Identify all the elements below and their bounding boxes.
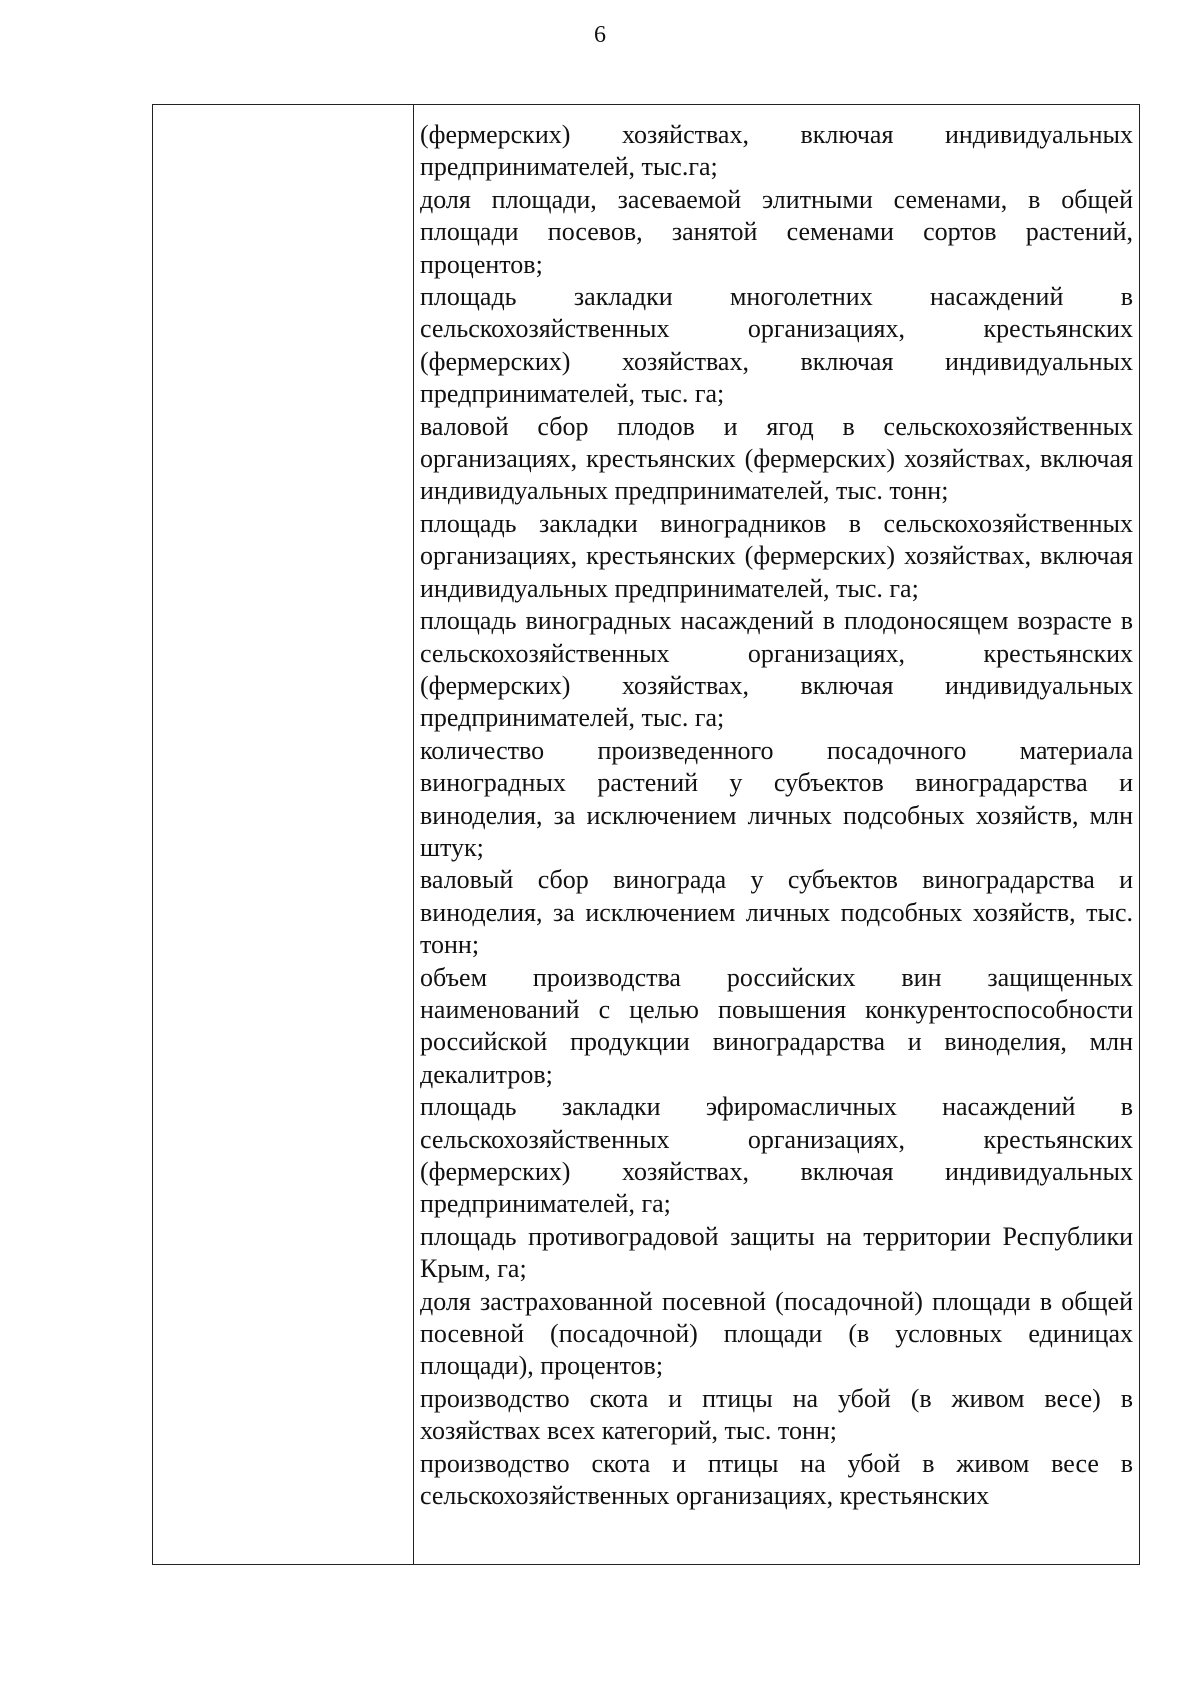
indicator-item: производство скота и птицы на убой (в живом весе) в хозяйствах всех категорий, тыс. тонн; [420, 1383, 1133, 1446]
indicator-item: площадь закладки эфиромасличных насаждений в сельскохозяйственных организациях, крестьянских (фермерских) хозяйствах, включая индивидуальных предпринимателей, га; [420, 1092, 1133, 1219]
indicator-item: валовой сбор плодов и ягод в сельскохозяйственных организациях, крестьянских (фермерских) хозяйствах, включая индивидуальных предпринимателей, тыс. тонн; [420, 411, 1133, 506]
indicator-item: (фермерских) хозяйствах, включая индивидуальных предпринимателей, тыс.га; [420, 120, 1133, 182]
table-cell-indicators [414, 105, 1140, 1565]
indicator-item: производство скота и птицы на убой в живом весе в сельскохозяйственных организациях, крестьянских [420, 1448, 1133, 1511]
indicator-item: площадь закладки многолетних насаждений в сельскохозяйственных организациях, крестьянских (фермерских) хозяйствах, включая индивидуальных предпринимателей, тыс. га; [420, 282, 1133, 409]
indicator-item: площадь противоградовой защиты на территории Республики Крым, га; [420, 1221, 1133, 1284]
indicator-item: количество произведенного посадочного материала виноградных растений у субъектов виноградарства и виноделия, за исключением личных подсобных хозяйств, млн штук; [420, 735, 1133, 862]
indicator-item: доля площади, засеваемой элитными семенами, в общей площади посевов, занятой семенами сортов растений, процентов; [420, 184, 1133, 279]
indicator-item: валовый сбор винограда у субъектов виноградарства и виноделия, за исключением личных подсобных хозяйств, тыс. тонн; [420, 865, 1133, 960]
page-number: 6 [594, 22, 606, 48]
table-row [153, 105, 1140, 1565]
indicator-item: площадь закладки виноградников в сельскохозяйственных организациях, крестьянских (фермерских) хозяйствах, включая индивидуальных предпринимателей, тыс. га; [420, 508, 1133, 603]
indicator-item: площадь виноградных насаждений в плодоносящем возрасте в сельскохозяйственных организациях, крестьянских (фермерских) хозяйствах, включая индивидуальных предпринимателей, тыс. га; [420, 606, 1133, 733]
indicators-table [152, 104, 1140, 1565]
table-cell-left-empty [153, 105, 414, 1565]
indicator-item: доля застрахованной посевной (посадочной) площади в общей посевной (посадочной) площади (в условных единицах площади), процентов; [420, 1286, 1133, 1381]
indicator-item: объем производства российских вин защищенных наименований с целью повышения конкурентоспособности российской продукции виноградарства и виноделия, млн декалитров; [420, 962, 1133, 1089]
